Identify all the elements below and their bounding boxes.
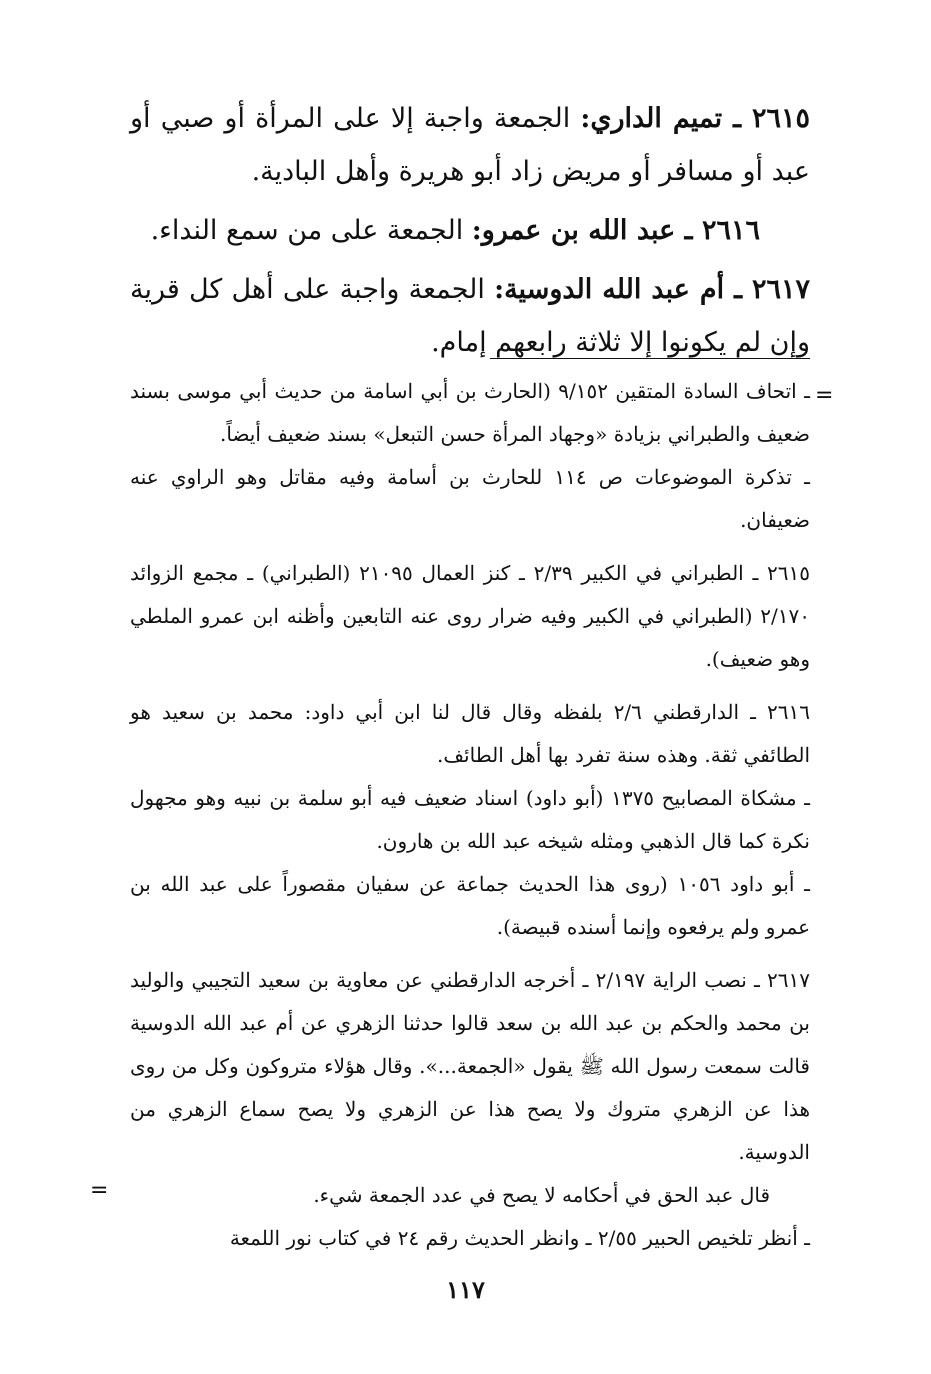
entry-head: ٢٦١٦ ـ عبد الله بن عمرو: (471, 215, 760, 246)
entry-text: الجمعة واجبة على أهل كل قرية وإن لم يكونوا إلا ثلاثة رابعهم إمام. (130, 274, 810, 358)
hadith-entry-2615 (130, 92, 810, 198)
hadith-entry-2616 (130, 204, 810, 257)
footnotes (130, 370, 810, 1260)
footnote-continued-1: ـ اتحاف السادة المتقين ٩/١٥٢ (الحارث بن أبي اسامة من حديث أبي موسى بسند ضعيف والطبراني بزيادة «وجهاد المرأة حسن التبعل» بسند ضعيف أيضاً. (130, 379, 810, 446)
footnote-divider (490, 358, 810, 359)
entry-text: الجمعة على من سمع النداء. (150, 215, 464, 246)
footnote-2616: ٢٦١٦ ـ الدارقطني ٢/٦ بلفظه وقال قال لنا ابن أبي داود: محمد بن سعيد هو الطائفي ثقة. وهذه سنة تفرد بها أهل الطائف. (130, 700, 811, 767)
entry-text: الجمعة واجبة إلا على المرأة أو صبي أو عبد أو مسافر أو مريض زاد أبو هريرة وأهل البادية. (130, 103, 810, 187)
continuation-mark-bottom: = (90, 1178, 109, 1203)
footnote-continued-2: ـ تذكرة الموضوعات ص ١١٤ للحارث بن أسامة وفيه مقاتل وهو الراوي عنه ضعيفان. (130, 465, 810, 532)
footnote-2616-mishkat: ـ مشكاة المصابيح ١٣٧٥ (أبو داود) اسناد ضعيف فيه أبو سلمة بن نبيه وهو مجهول نكرة كما قال الذهبي ومثله شيخه عبد الله بن هارون. (130, 786, 810, 853)
footnote-2616-abu-dawud: ـ أبو داود ١٠٥٦ (روى هذا الحديث جماعة عن سفيان مقصوراً على عبد الله بن عمرو ولم يرفعوه وإنما أسنده قبيصة). (130, 872, 810, 939)
footnote-2617-abd-al-haqq: قال عبد الحق في أحكامه لا يصح في عدد الجمعة شيء. (313, 1183, 770, 1207)
entry-head: ٢٦١٥ ـ تميم الداري: (580, 103, 810, 134)
footnote-2615: ٢٦١٥ ـ الطبراني في الكبير ٢/٣٩ ـ كنز العمال ٢١٠٩٥ (الطبراني) ـ مجمع الزوائد ٢/١٧٠ (الطبراني في الكبير وفيه ضرار روى عنه التابعين وأظنه ابن عمرو الملطي وهو ضعيف). (130, 561, 811, 671)
footnote-2617-talkhis: ـ أنظر تلخيص الحبير ٢/٥٥ ـ وانظر الحديث رقم ٢٤ في كتاب نور اللمعة (229, 1226, 810, 1250)
entry-head: ٢٦١٧ ـ أم عبد الله الدوسية: (494, 274, 811, 305)
page-number: ١١٧ (446, 1275, 485, 1304)
continuation-mark-top: = (815, 383, 834, 408)
footnote-2617: ٢٦١٧ ـ نصب الراية ٢/١٩٧ ـ أخرجه الدارقطني عن معاوية بن سعيد التجيبي والوليد بن محمد والحكم بن عبد الله بن سعد قالوا حدثنا الزهري عن أم عبد الله الدوسية قالت سمعت رسول الله ﷺ يقول «الجمعة...». وقال هؤلاء متروكون وكل من روى هذا عن الزهري متروك ولا يصح هذا عن الزهري ولا يصح سماع الزهري من الدوسية. (130, 968, 811, 1164)
main-text (130, 92, 810, 375)
hadith-entry-2617 (130, 263, 810, 369)
